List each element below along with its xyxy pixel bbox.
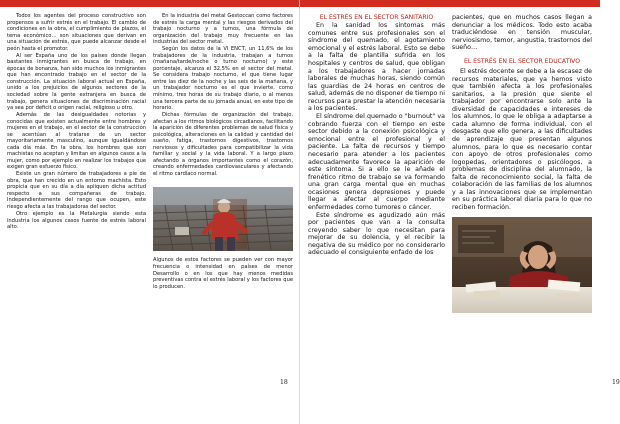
paragraph: Otro ejemplo es la Metalurgia siendo esta industria los algunos casos fuente de estrés laboral alto. xyxy=(7,210,146,231)
page-number-right: 19 xyxy=(612,379,620,386)
top-red-bar xyxy=(0,0,300,7)
paragraph: En la industria del metal Gestoccan como factores de estrés la carga mental y las riesgos derivados del trabajo nocturno y a turnos, una fórmula de organización del trabajo muy frecuente en las industrias del sector metal. xyxy=(153,13,293,46)
page-number-left: 18 xyxy=(280,379,288,386)
metal-worker-image xyxy=(153,187,293,251)
photo-caption: Algunos de estos factores se pueden ver con mayor frecuencia o intensidad en países de menor Desarrollo o en los que hay menos medidas preventivas contra el estrés laboral y los factores que lo producen. xyxy=(153,257,293,290)
paragraph: En la sanidad los síntomas más comunes entre sus profesionales son el síndrome del quemado, el agotamiento emocional y el estrés laboral. Esto se debe a la falta de plantilla sufrida en los hospitales y centros de salud, que obligan a los trabajadores a hacer jornadas laborales de muchas horas, siendo común las guardias de 24 horas en centros de salud, además de no disponer de tiempo ni recursos para prestar la atención necesaria a los pacientes. xyxy=(308,22,446,113)
right-page-column-2 xyxy=(452,14,592,313)
metal-worker-photo xyxy=(153,187,293,251)
right-page-column-1 xyxy=(308,14,445,257)
paragraph: Al ser España uno de los países donde llegan bastantes inmigrantes en busca de trabajo, en épocas de bonanza, han sido muchos los inmigrantes que han encontrado trabajo en el sector de la construcción. La situación laboral actual en España, unido a los prejuicios de algunos sectores de la sociedad sobre la gente extranjera en busca de trabajo, genera situaciones de discriminación racial ya sea por deficit o origen racial, religioso u otro. xyxy=(7,52,146,112)
paragraph: El síndrome del quemado o "burnout" va cobrando fuerza con el tiempo en este sector debido a la conexión psicológica y emocional entre el profesional y el paciente. La falta de recursos y tiempo necesario para atender a los pacientes adecuadamente favorece la aparición de este síntoma. Si a ello se le añade el frenético ritmo de trabajo se va formando una gran carga mental que en muchas ocasiones genera depresiones y puede llegar a afectar al cuerpo mediante enfermedades como tumores o cáncer. xyxy=(308,113,445,211)
section-heading-educativo: EL ESTRÉS EN EL SECTOR EDUCATIVO xyxy=(463,57,581,65)
top-red-bar xyxy=(300,0,600,7)
left-page-column-1 xyxy=(7,13,146,231)
paragraph: Existe un gran número de trabajadores a pie de obra, que han crecido en un entorno machista. Esto propicia que en su día a día apliquen dicha actitud respecto a sus compañeras de trabajo. Independientemente del rango que ocupen, este riesgo afecta a las trabajadoras del sector. xyxy=(7,171,146,211)
right-page xyxy=(300,0,620,424)
paragraph: Este síndrome es agudizado aún más por pacientes que van a la consulta creyendo saber lo que necesitan para mejorar de su dolencia, y el recibir la negativa de su médico por no considerarlo adecuado el consiguiente enfado de los xyxy=(308,211,445,257)
left-page xyxy=(0,0,300,424)
paragraph: Según los datos de la VI ENCT, un 11,6% de los trabajadores de la industria, trabajan a turnos (mañana/tarde/noche o turno nocturno) y este porcentaje, alcanza el 32,5% en el sector del metal. Se considera trabajo nocturno, el que tiene lugar entre las diez de la noche y las seis de la mañana, y un trabajador nocturno es el que invierte, como mínimo, tres horas de su trabajo diario, o al menos una tercera parte de su jornada anual, en este tipo de horario. xyxy=(153,46,293,112)
paragraph: Además de las desigualdades notorias y conocidas que existen actualmente entre hombres y mujeres en el trabajo, en el sector de la construcción se acentúan al tratarse de un sector mayoritariamente masculino, aunque igualdándose cada día más. En la obra, los hombres que son machistas no aceptan y limitan en algunos casos a la mujer, como por ejemplo en realizar los trabajos que exigen gran esfuerzo físico. xyxy=(7,111,146,171)
stressed-teacher-photo xyxy=(452,217,592,313)
paragraph: pacientes, que en muchos casos llegan a denunciar a los médicos. Todo esto acaba traduciéndose en tensión muscular, nerviosismo, temor, angustia, trastornos del sueño… xyxy=(452,14,592,52)
stressed-teacher-image xyxy=(452,217,592,313)
section-heading-sanitario: EL ESTRÉS EN EL SECTOR SANITARIO xyxy=(319,14,434,21)
left-page-column-2 xyxy=(153,13,293,291)
paragraph: El estrés docente se debe a la escasez de recursos materiales, que ya hemos visto que también afecta a los profesionales sanitarios, a la presión que siente el trabajador por encontrarse solo ante la diversidad de capacidades e intereses de los alumnos, lo que le obliga a adaptarse a cada alumno de forma individual, con el desgaste que ello genera, a las dificultades de aprendizaje que presentan algunos alumnos, para lo que es necesario contar con apoyo de otros profesionales como logopedas, orientadores o psicólogos, a problemas de disciplina del alumnado, la falta de reconocimiento social, la falta de colaboración de las familias de los alumnos y a las innovaciones que se implementan en su práctica laboral diaria para lo que no reciben formación. xyxy=(452,68,592,211)
paragraph: Todos los agentes del proceso constructivo son propensos a sufrir estrés en el trabajo. El cambio de condiciones en la obra, el cumplimiento de plazos, el tema económico… son situaciones que derivan en una situación de estrés, que puede alcanzar desde el peón hasta el promotor. xyxy=(7,13,146,52)
paragraph: Dichas fórmulas de organización del trabajo, afectan a los ritmos biológicos circadianos, facilitando la aparición de diferentes problemas de salud física y psicológica, alteraciones en la calidad y cantidad del sueño, fatiga, trastornos digestivos, trastornos nerviosos y dificultades para compatibilizar la vida familiar y social y la vida laboral. Y a largo plazo afectando a órganos importantes como el corazón, creando enfermedades cardiovasculares y afectando el ritmo cardíaco normal. xyxy=(153,111,293,177)
